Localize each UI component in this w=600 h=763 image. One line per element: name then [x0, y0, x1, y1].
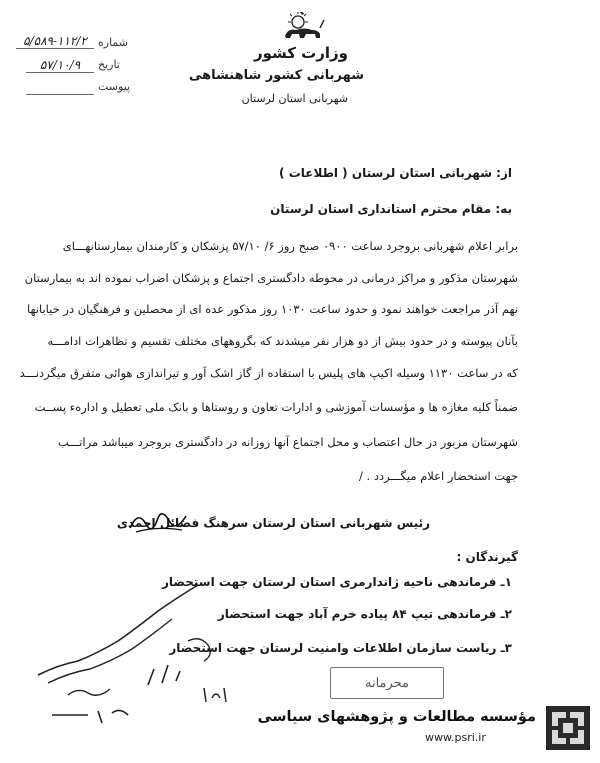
handwritten-number-icon: [200, 684, 232, 706]
to-line: به: مقام محترم استانداری استان لرستان: [270, 202, 512, 216]
institute-name: مؤسسه مطالعات و پژوهشهای سیاسی: [257, 709, 536, 725]
recipients-title: گیرندگان :: [456, 550, 518, 564]
ministry-title: وزارت کشور: [253, 44, 348, 62]
number-value: ۵/۵۸۹-۱۱۲/۲: [16, 34, 94, 49]
province-title: شهربانی استان لرستان: [241, 92, 348, 105]
body-line: بآنان پیوسته و در حدود بیش از دو هزار نفر میشدند که بگروههای مختلف تقسیم و تظاهرات ادامـــه: [47, 334, 518, 348]
handwritten-annotation-icon: [28, 565, 228, 735]
from-line: از: شهربانی استان لرستان ( اطلاعات ): [279, 166, 512, 180]
recipient-item: ۲ـ فرماندهی تیپ ۸۴ پیاده خرم آباد جهت استحضار: [217, 607, 512, 621]
institute-logo-icon: [546, 706, 590, 750]
recipient-item: ۱ـ فرماندهی ناحیه ژاندارمری استان لرستان جهت استحضار: [162, 575, 512, 589]
body-line: برابر اعلام شهربانی بروجرد ساعت ۰۹۰۰ صبح روز ۶/ ۵۷/۱۰ پزشکان و کارمندان بیمارستانهـــای: [62, 239, 518, 253]
body-line: شهرستان مزبور در حال اعتصاب و محل اجتماع آنها روزانه در دادگستری بروجرد میباشد مراتـــب: [57, 435, 518, 449]
date-value: ۵۷/۱۰/۹: [26, 58, 94, 73]
police-title: شهربانی کشور شاهنشاهی: [189, 68, 364, 83]
lion-and-sun-emblem-icon: [280, 12, 326, 42]
body-line: شهرستان مذکور و مراکز درمانی در محوطه دادگستری اجتماع و پزشکان اضراب نموده اند به بیمارستان: [24, 271, 518, 285]
signature-line: رئیس شهربانی استان لرستان سرهنگ فضائل احمدی: [116, 516, 430, 530]
institute-url: www.psri.ir: [425, 731, 486, 744]
attachment-line: [26, 94, 94, 95]
number-label: شماره: [98, 36, 129, 49]
body-line: ضمناً کلیه مغازه ها و مؤسسات آموزشی و ادارات تعاون و روستاها و بانک ملی تعطیل و ادارهء پســت: [34, 400, 518, 414]
attachment-label: پیوست: [98, 80, 131, 93]
body-line: نهم آذر مراجعت خواهند نمود و حدود ساعت ۱۰۳۰ روز مذکور عده ای از محصلین و فرهنگیان در خیابانها: [26, 302, 518, 316]
confidential-stamp: محرمانه: [330, 667, 444, 699]
date-label: تاریخ: [98, 58, 120, 71]
body-line: که در ساعت ۱۱۳۰ وسیله اکیپ های پلیس با استفاده از گاز اشک آور و تیراندازی هوائی متفرق میگردنـــد: [19, 366, 518, 380]
body-line: جهت استحضار اعلام میگـــردد . /: [359, 469, 518, 483]
recipient-item: ۳ـ ریاست سازمان اطلاعات وامنیت لرستان جهت استحضار: [169, 641, 512, 655]
handwritten-signature-icon: [126, 502, 190, 542]
